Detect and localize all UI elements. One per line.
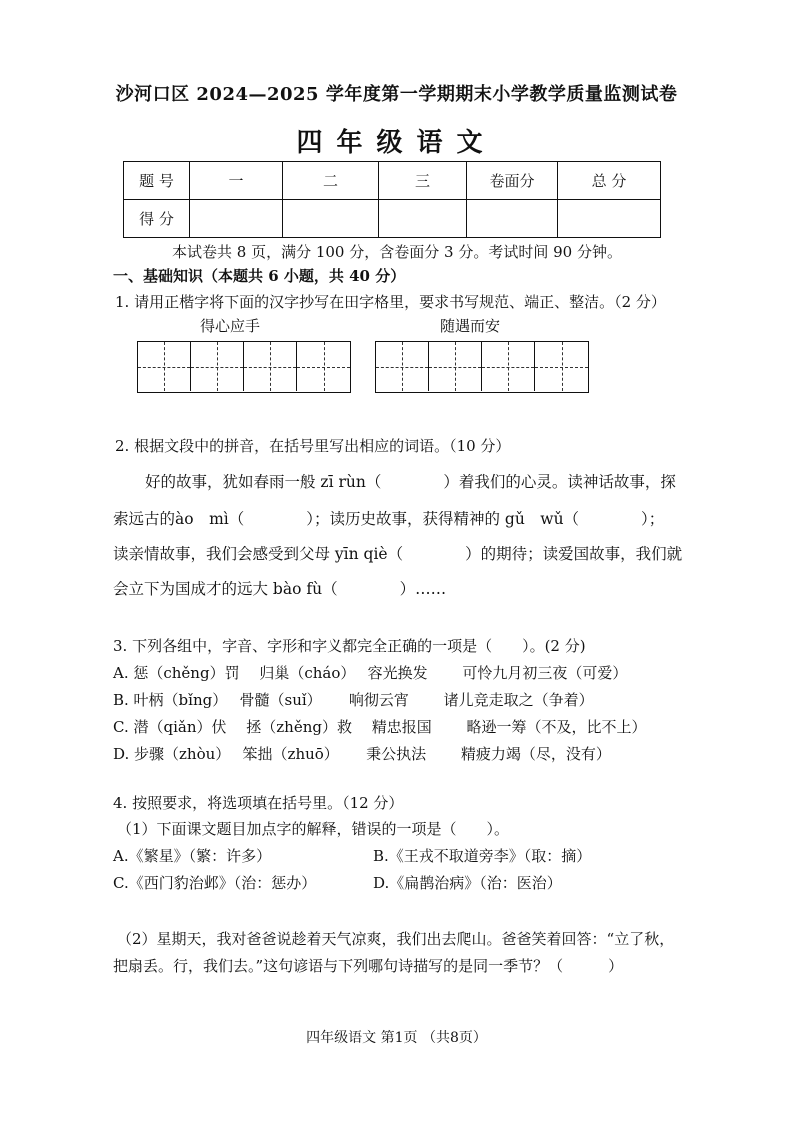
q2-line-4: 会立下为国成才的远大 bào fù（ ）…… (113, 580, 447, 598)
q4-option-d: D.《扁鹊治病》（治：医治） (373, 874, 562, 892)
q4-sub2-line-1: （2）星期天，我对爸爸说趁着天气凉爽，我们出去爬山。爸爸笑着回答：“立了秋， (117, 930, 675, 948)
grid-cell[interactable] (429, 342, 482, 391)
writing-grid-left[interactable] (137, 341, 351, 393)
score-blank[interactable] (558, 200, 661, 238)
score-table-header-row (124, 162, 661, 200)
score-blank[interactable] (190, 200, 283, 238)
q2-text: 2. 根据文段中的拼音，在括号里写出相应的词语。（10 分） (115, 437, 511, 455)
q2-line-3: 读亲情故事，我们会感受到父母 yīn qiè（ ）的期待；读爱国故事，我们就 (113, 545, 683, 563)
score-cell-label: 题 号 (124, 162, 190, 200)
score-cell-part1: 一 (190, 162, 283, 200)
q3-option-a: A. 惩（chěng）罚 归巢（cháo） 容光换发 可怜九月初三夜（可爱） (113, 664, 628, 682)
grid-cell[interactable] (535, 342, 588, 391)
score-table-score-row (124, 200, 661, 238)
q2-line-2: 索远古的ào mì（ ）；读历史故事，获得精神的 gǔ wǔ（ ）； (113, 510, 665, 528)
score-row-label: 得 分 (124, 200, 190, 238)
score-cell-part2: 二 (283, 162, 379, 200)
q3-option-c: C. 潜（qiǎn）伏 拯（zhěng）救 精忠报国 略逊一筹（不及，比不上） (113, 718, 647, 736)
score-cell-neatness: 卷面分 (467, 162, 558, 200)
score-cell-part3: 三 (379, 162, 467, 200)
page-footer: 四年级语文 第1页 （共8页） (306, 1030, 487, 1046)
q4-option-c: C.《西门豹治邺》（治：惩办） (113, 874, 317, 892)
q1-idiom-right: 随遇而安 (440, 317, 501, 335)
q4-sub2-line-2: 把扇丢。行，我们去。”这句谚语与下列哪句诗描写的是同一季节？（ ） (113, 957, 624, 975)
score-table (123, 161, 661, 238)
q4-option-b: B.《王戎不取道旁李》（取：摘） (373, 847, 592, 865)
q4-text: 4. 按照要求，将选项填在括号里。（12 分） (113, 794, 404, 812)
q4-sub1: （1）下面课文题目加点字的解释，错误的一项是（ ）。 (117, 820, 510, 838)
q4-option-a: A.《繁星》（繁：许多） (113, 847, 272, 865)
q1-idiom-left: 得心应手 (200, 317, 261, 335)
score-cell-total: 总 分 (558, 162, 661, 200)
subject-title: 四年级语文 (296, 128, 497, 158)
grid-cell[interactable] (191, 342, 244, 391)
q3-option-d: D. 步骤（zhòu） 笨拙（zhuō） 秉公执法 精疲力竭（尽，没有） (113, 745, 611, 763)
grid-cell[interactable] (376, 342, 429, 391)
score-blank[interactable] (379, 200, 467, 238)
score-blank[interactable] (467, 200, 558, 238)
q3-text: 3. 下列各组中，字音、字形和字义都完全正确的一项是（ ）。(2 分) (113, 637, 586, 655)
exam-title: 沙河口区 2024—2025 学年度第一学期期末小学教学质量监测试卷 (115, 84, 678, 105)
q3-option-b: B. 叶柄（bǐng） 骨髓（suǐ） 响彻云宵 诸儿竞走取之（争着） (113, 691, 594, 709)
grid-cell[interactable] (482, 342, 535, 391)
grid-cell[interactable] (244, 342, 297, 391)
q2-line-1: 好的故事，犹如春雨一般 zī rùn（ ）着我们的心灵。读神话故事，探 (145, 473, 676, 491)
score-blank[interactable] (283, 200, 379, 238)
grid-cell[interactable] (138, 342, 191, 391)
exam-note: 本试卷共 8 页，满分 100 分，含卷面分 3 分。考试时间 90 分钟。 (172, 243, 622, 261)
section-heading: 一、基础知识（本题共 6 小题，共 40 分） (113, 267, 406, 285)
writing-grid-right[interactable] (375, 341, 589, 393)
q1-text: 1. 请用正楷字将下面的汉字抄写在田字格里，要求书写规范、端正、整洁。（2 分） (115, 293, 666, 311)
grid-cell[interactable] (297, 342, 350, 391)
